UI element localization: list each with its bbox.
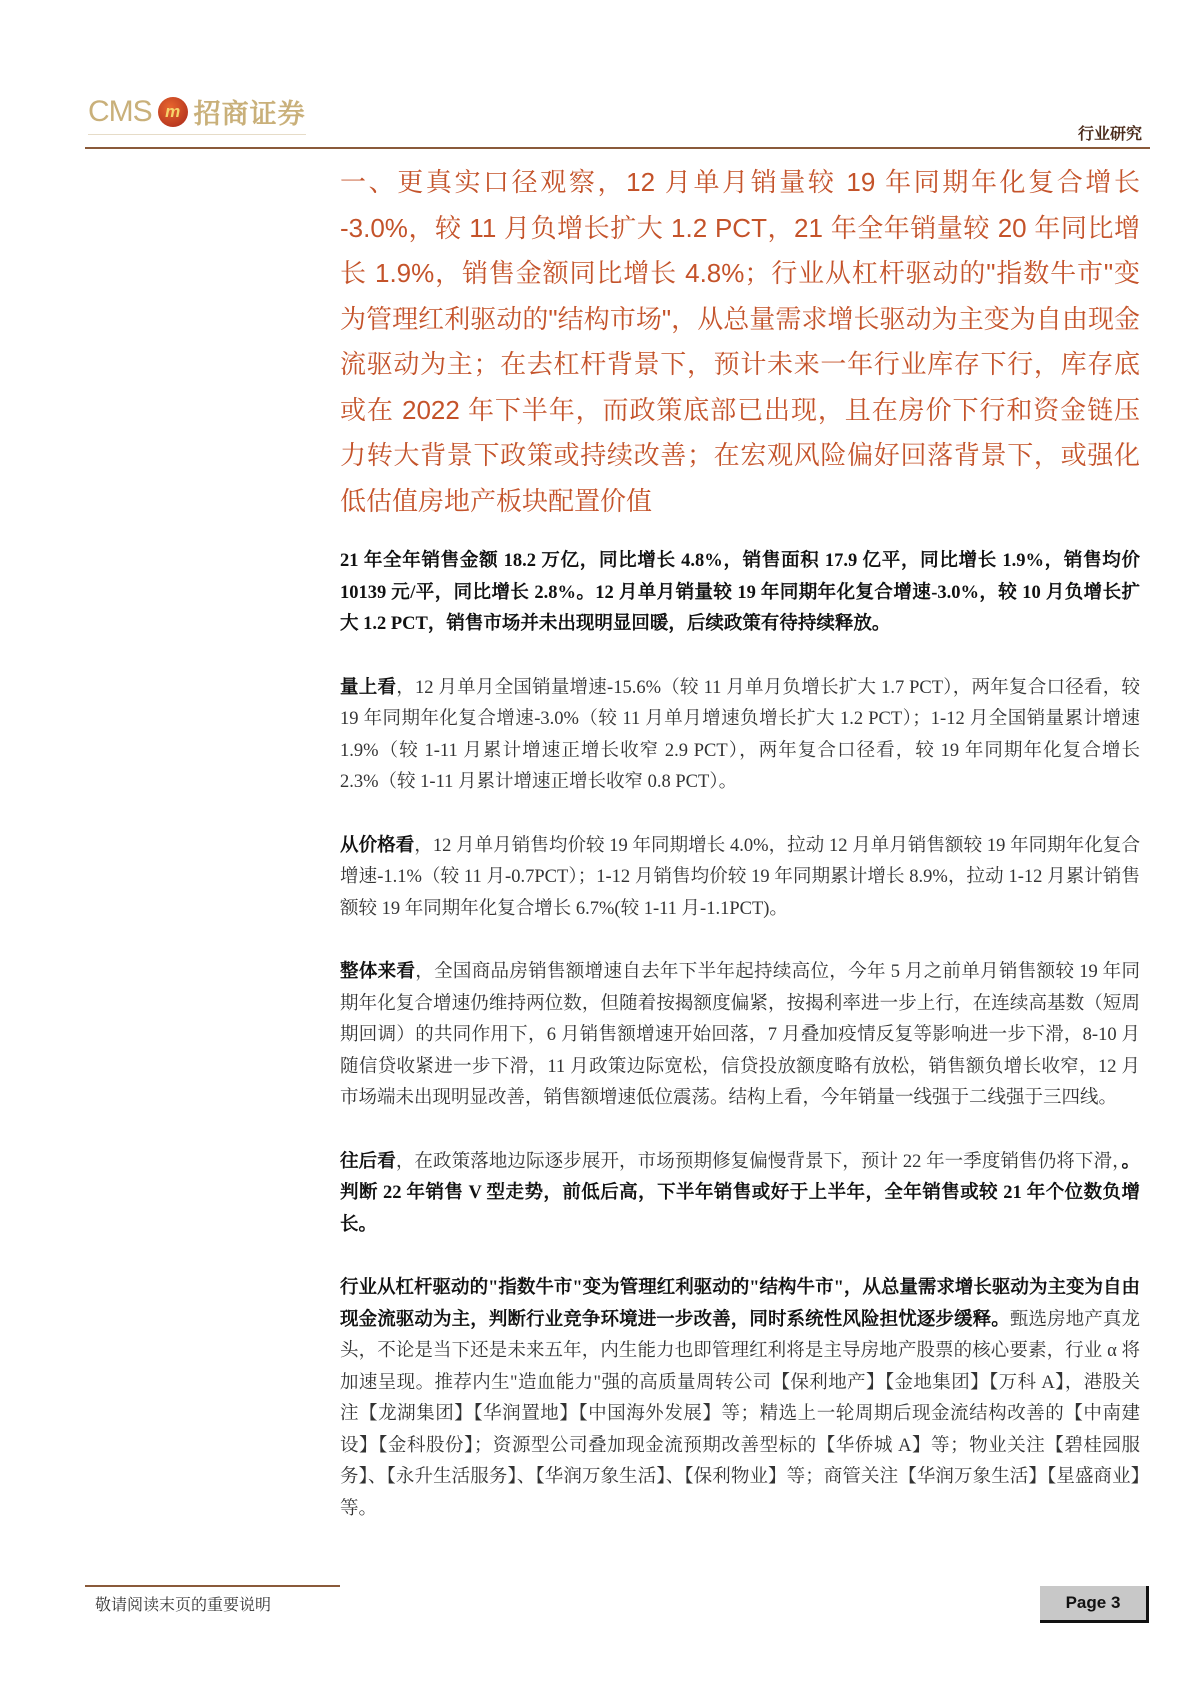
price-paragraph bbox=[340, 831, 1140, 926]
page-number: Page 3 bbox=[1040, 1586, 1149, 1623]
volume-paragraph bbox=[340, 673, 1140, 799]
volume-lead: 量上看 bbox=[340, 677, 397, 698]
price-lead: 从价格看 bbox=[340, 835, 415, 856]
main-content bbox=[340, 160, 1140, 1557]
recommendation-lead: 行业从杠杆驱动的"指数牛市"变为管理红利驱动的"结构牛市"，从总量需求增长驱动为主变为自由现金流驱动为主，判断行业竞争环境进一步改善，同时系统性风险担忧逐步缓释。 bbox=[340, 1278, 1140, 1330]
header-divider bbox=[85, 147, 1150, 149]
logo-latin: CMS bbox=[88, 94, 152, 128]
volume-text: ，12 月单月全国销量增速-15.6%（较 11 月单月负增长扩大 1.7 PCT），两年复合口径看，较 19 年同期年化复合增速-3.0%（较 11 月单月增速负增长扩大 1.2 PCT）；1-12 月全国销量累计增速 1.9%（较 1-11 月累计增速正增长收窄 2.9 PCT），两年复合口径看，较 19 年同期年化复合增长 2.3%（较 1-11 月累计增速正增长收窄 0.8 PCT）。 bbox=[340, 677, 1140, 792]
logo-chinese: 招商证券 bbox=[193, 99, 306, 129]
overall-lead: 整体来看 bbox=[340, 962, 416, 982]
overall-paragraph bbox=[340, 957, 1140, 1115]
logo-mark-icon: m bbox=[158, 97, 188, 127]
outlook-judgement: 。判断 22 年销售 V 型走势，前低后高，下半年销售或好于上半年，全年销售或较 21 年个位数负增长。 bbox=[340, 1151, 1140, 1235]
price-text: ，12 月单月销售均价较 19 年同期增长 4.0%，拉动 12 月单月销售额较 19 年同期年化复合增速-1.1%（较 11 月-0.7PCT）；1-12 月销售均价较 19 年同期累计增长 8.9%，拉动 1-12 月累计销售额较 19 年同期年化复合增长 6.7%(较 1-11 月-1.1PCT)。 bbox=[340, 835, 1140, 919]
outlook-text: ，在政策落地边际逐步展开，市场预期修复偏慢背景下，预计 22 年一季度销售仍将下滑， bbox=[395, 1151, 1122, 1172]
outlook-lead: 往后看 bbox=[340, 1151, 396, 1172]
section-headline: 一、更真实口径观察，12 月单月销量较 19 年同期年化复合增长 -3.0%，较 11 月负增长扩大 1.2 PCT，21 年全年销量较 20 年同比增长 1.9%，销售金额同比增长 4.8%；行业从杠杆驱动的"指数牛市"变为管理红利驱动的"结构市场"，从总量需求增长驱动为主变为自由现金流驱动为主；在去杠杆背景下，预计未来一年行业库存下行，库存底或在 2022 年下半年，而政策底部已出现，且在房价下行和资金链压力转大背景下政策或持续改善；在宏观风险偏好回落背景下，或强化低估值房地产板块配置价值 bbox=[340, 167, 1140, 516]
recommendation-text: 甄选房地产真龙头，不论是当下还是未来五年，内生能力也即管理红利将是主导房地产股票的核心要素，行业 α 将加速呈现。推荐内生"造血能力"强的高质量周转公司【保利地产】【金地集团】【万科 A】，港股关注【龙湖集团】【华润置地】【中国海外发展】等；精选上一轮周期后现金流结构改善的【中南建设】【金科股份】；资源型公司叠加现金流预期改善型标的【华侨城 A】等；物业关注【碧桂园服务】、【永升生活服务】、【华润万象生活】、【保利物业】等；商管关注【华润万象生活】【星盛商业】等。 bbox=[340, 1309, 1140, 1519]
recommendation-paragraph bbox=[340, 1273, 1140, 1525]
cms-logo bbox=[88, 92, 306, 135]
outlook-paragraph bbox=[340, 1147, 1140, 1242]
section-tag: 行业研究 bbox=[1077, 126, 1142, 143]
overall-text: ，全国商品房销售额增速自去年下半年起持续高位，今年 5 月之前单月销售额较 19 年同期年化复合增速仍维持两位数，但随着按揭额度偏紧，按揭利率进一步上行，在连续高基数（短周期回调）的共同作用下，6 月销售额增速开始回落，7 月叠加疫情反复等影响进一步下滑，8-10 月随信贷收紧进一步下滑，11 月政策边际宽松，信贷投放额度略有放松，销售额负增长收窄，12 月市场端未出现明显改善，销售额增速低位震荡。结构上看，今年销量一线强于二线强于三四线。 bbox=[340, 962, 1140, 1108]
summary-paragraph: 21 年全年销售金额 18.2 万亿，同比增长 4.8%，销售面积 17.9 亿平，同比增长 1.9%，销售均价10139 元/平，同比增长 2.8%。12 月单月销量较 19 年同期年化复合增速-3.0%，较 10 月负增长扩大 1.2 PCT，销售市场并未出现明显回暖，后续政策有待持续释放。 bbox=[340, 551, 1140, 634]
footer-disclaimer-note: 敬请阅读末页的重要说明 bbox=[95, 1597, 272, 1614]
footer-divider bbox=[85, 1585, 340, 1587]
